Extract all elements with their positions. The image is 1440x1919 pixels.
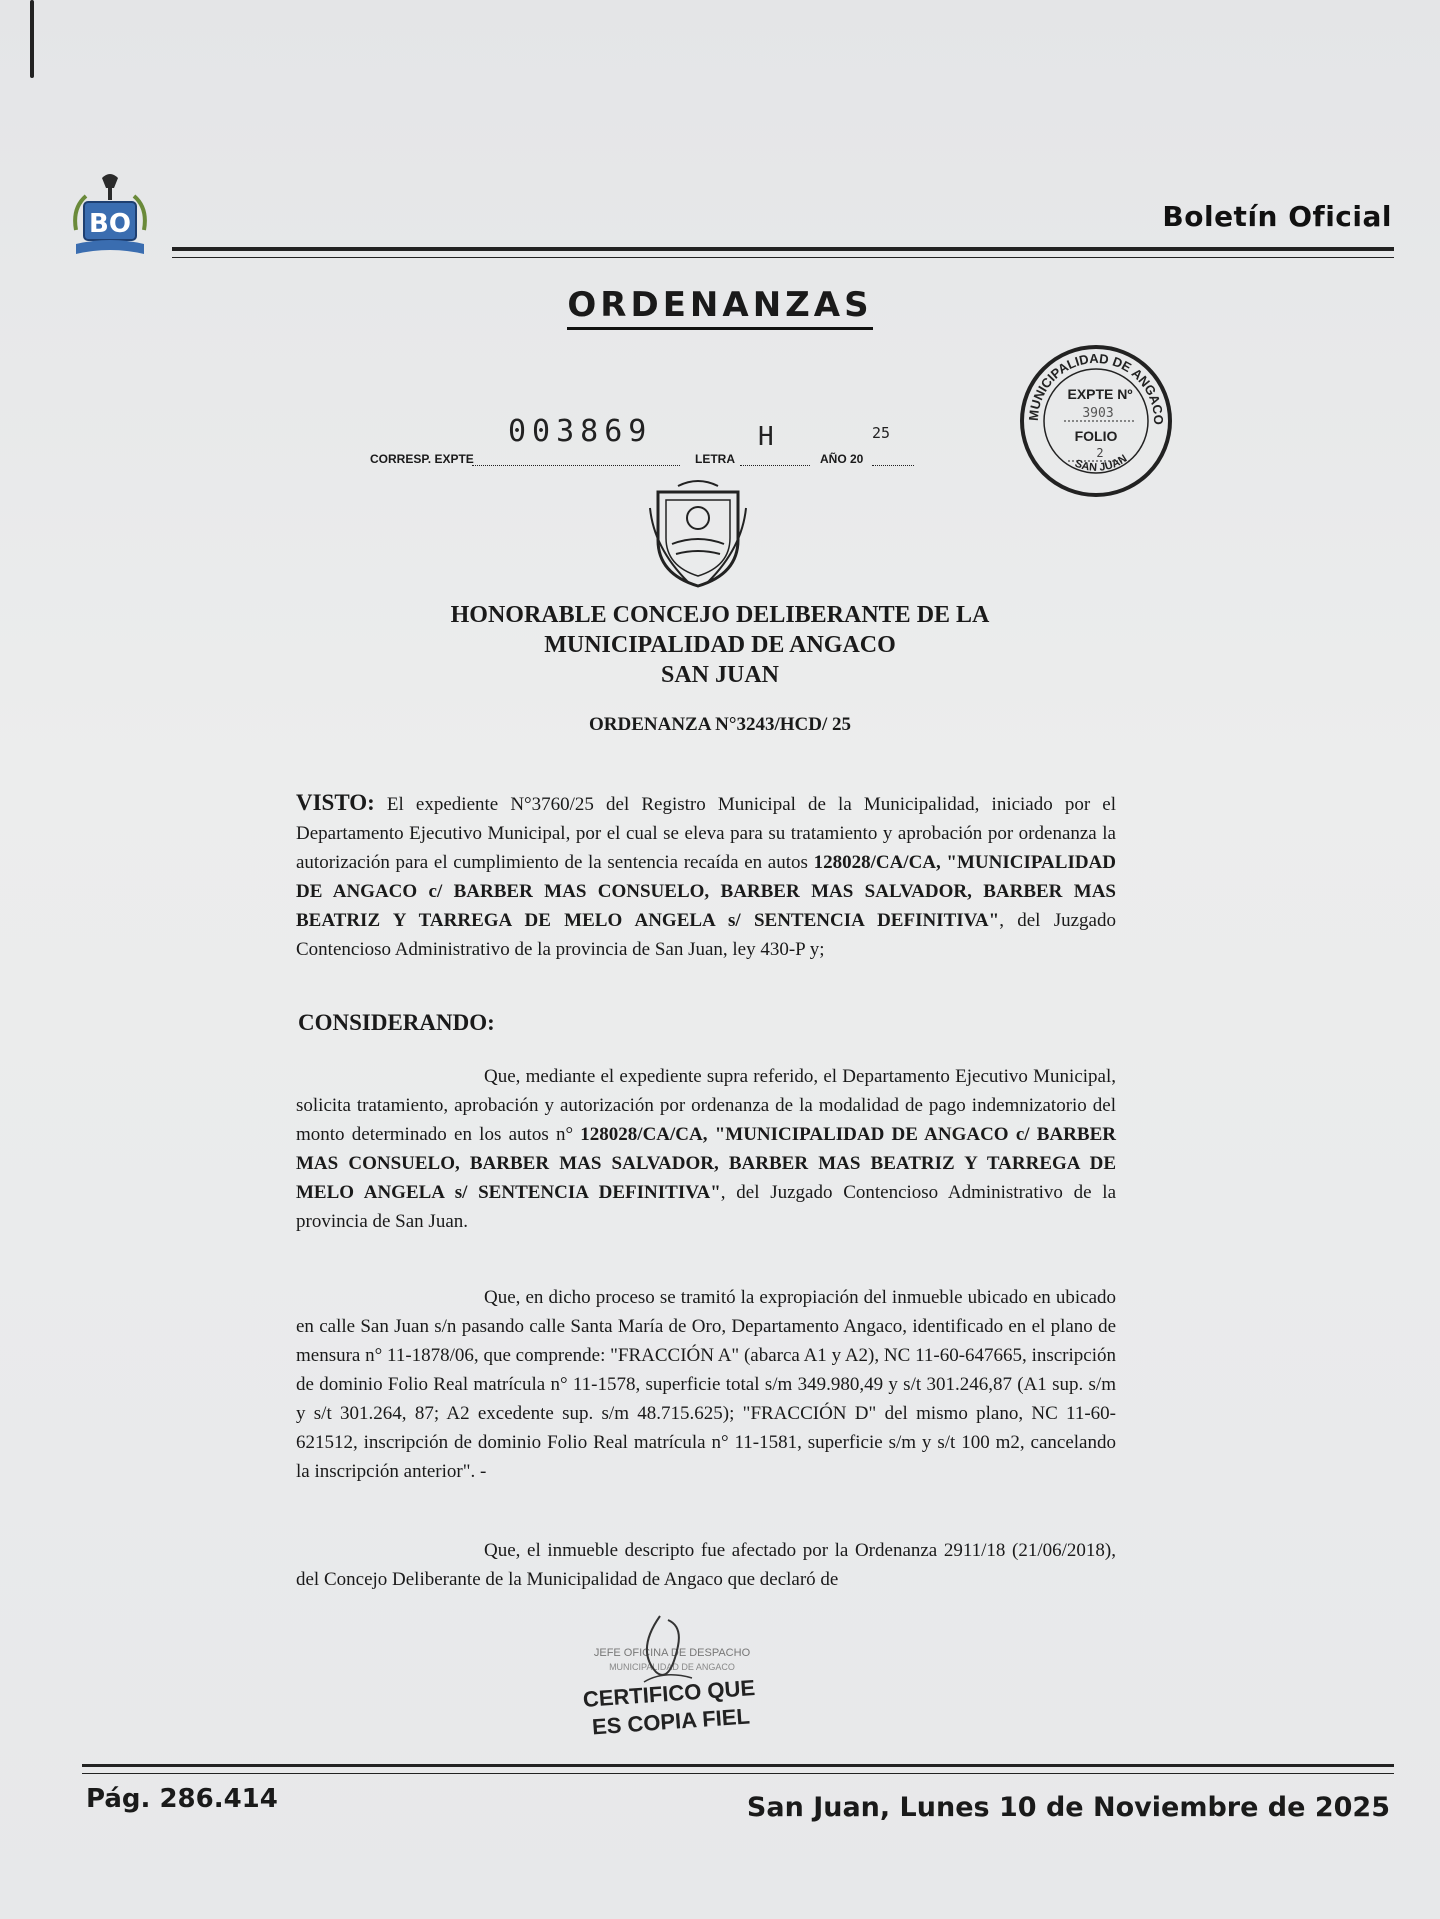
considerando-heading: CONSIDERANDO: — [298, 1010, 495, 1035]
council-line-2: MUNICIPALIDAD DE ANGACO — [544, 632, 896, 658]
svg-text:3903: 3903 — [1082, 406, 1114, 421]
visto-paragraph: VISTO: El expediente N°3760/25 del Registro Municipal de la Municipalidad, iniciado por el Departamento Ejecutivo Municipal, por el cual se eleva para su tratamiento y aprobación por ordenanza la autorización para el cumplimiento de la sentencia recaída en autos 128028/CA/CA, "MUNICIPALIDAD DE ANGACO c/ BARBER MAS CONSUELO, BARBER MAS SALVADOR, BARBER MAS BEATRIZ Y TARREGA DE MELO ANGELA s/ SENTENCIA DEFINITIVA", del Juzgado Contencioso Administrativo de la provincia de San Juan, ley 430-P y; — [296, 790, 1117, 960]
ordinance-number: ORDENANZA N°3243/HCD/ 25 — [588, 714, 851, 735]
cert-line-1: CERTIFICO QUE — [582, 1675, 756, 1713]
svg-text:MUNICIPALIDAD DE ANGACO: MUNICIPALIDAD DE ANGACO — [1025, 350, 1167, 425]
svg-text:MUNICIPALIDAD DE ANGACO: MUNICIPALIDAD DE ANGACO — [609, 1662, 735, 1672]
header-rule — [172, 247, 1394, 258]
letra-label: LETRA — [695, 452, 735, 466]
expediente-number: 003869 — [508, 414, 653, 449]
boletin-oficial-logo — [70, 170, 150, 262]
considerando-paragraph-1: Que, mediante el expediente supra referido, el Departamento Ejecutivo Municipal, solicita tratamiento, aprobación y autorización por ordenanza de la modalidad de pago indemnizatorio del monto determinado en los autos n° 128028/CA/CA, "MUNICIPALIDAD DE ANGACO c/ BARBER MAS CONSUELO, BARBER MAS SALVADOR, BARBER MAS BEATRIZ Y TARREGA DE MELO ANGELA s/ SENTENCIA DEFINITIVA", del Juzgado Contencioso Administrativo de la provincia de San Juan. — [296, 1066, 1117, 1232]
section-title: ORDENANZAS — [0, 285, 1440, 325]
letra-value: H — [758, 422, 774, 452]
svg-text:EXPTE Nº: EXPTE Nº — [1067, 386, 1133, 402]
municipal-crest — [648, 478, 748, 590]
svg-text:BO: BO — [89, 209, 131, 239]
council-line-3: SAN JUAN — [660, 662, 779, 688]
expediente-line — [370, 414, 915, 470]
footer-rule — [82, 1764, 1394, 1774]
council-heading — [0, 600, 1440, 690]
corresp-expte-label: CORRESP. EXPTE — [370, 452, 474, 466]
publication-title: Boletín Oficial — [1162, 200, 1392, 233]
council-line-1: HONORABLE CONCEJO DELIBERANTE DE LA — [450, 602, 990, 628]
publication-date: San Juan, Lunes 10 de Noviembre de 2025 — [746, 1792, 1390, 1823]
svg-text:JEFE OFICINA DE DESPACHO: JEFE OFICINA DE DESPACHO — [593, 1647, 751, 1659]
anio-value: 25 — [872, 424, 891, 442]
anio-label: AÑO 20 — [820, 452, 864, 466]
svg-text:FOLIO: FOLIO — [1074, 428, 1118, 444]
svg-text:2: 2 — [1096, 446, 1104, 460]
visto-label: VISTO: — [296, 790, 375, 815]
considerando-paragraph-3: Que, el inmueble descripto fue afectado por la Ordenanza 2911/18 (21/06/2018), del Concejo Deliberante de la Municipalidad de Angaco que declaró de — [296, 1540, 1116, 1590]
cert-line-2: ES COPIA FIEL — [591, 1703, 751, 1740]
svg-text:SAN JUAN: SAN JUAN — [1073, 452, 1130, 474]
considerando-paragraph-2: Que, en dicho proceso se tramitó la expropiación del inmueble ubicado en ubicado en calle San Juan s/n pasando calle Santa María de Oro, Departamento Angaco, identificado en el plano de mensura n° 11-1878/06, que comprende: "FRACCIÓN A" (abarca A1 y A2), NC 11-60-647665, inscripción de dominio Folio Real matrícula n° 11-1578, superficie total s/m 349.980,49 y s/t 301.246,87 (A1 sup. s/m y s/t 301.264, 87; A2 excedente sup. s/m 48.715.625); "FRACCIÓN D" del mismo plano, NC 11-60-621512, inscripción de dominio Folio Real matrícula n° 11-1581, superficie s/m y s/t 100 m2, cancelando la inscripción anterior". - — [296, 1287, 1116, 1482]
scan-mark — [30, 0, 34, 78]
municipal-stamp — [1018, 343, 1174, 499]
page-number: Pág. 286.414 — [86, 1784, 278, 1814]
